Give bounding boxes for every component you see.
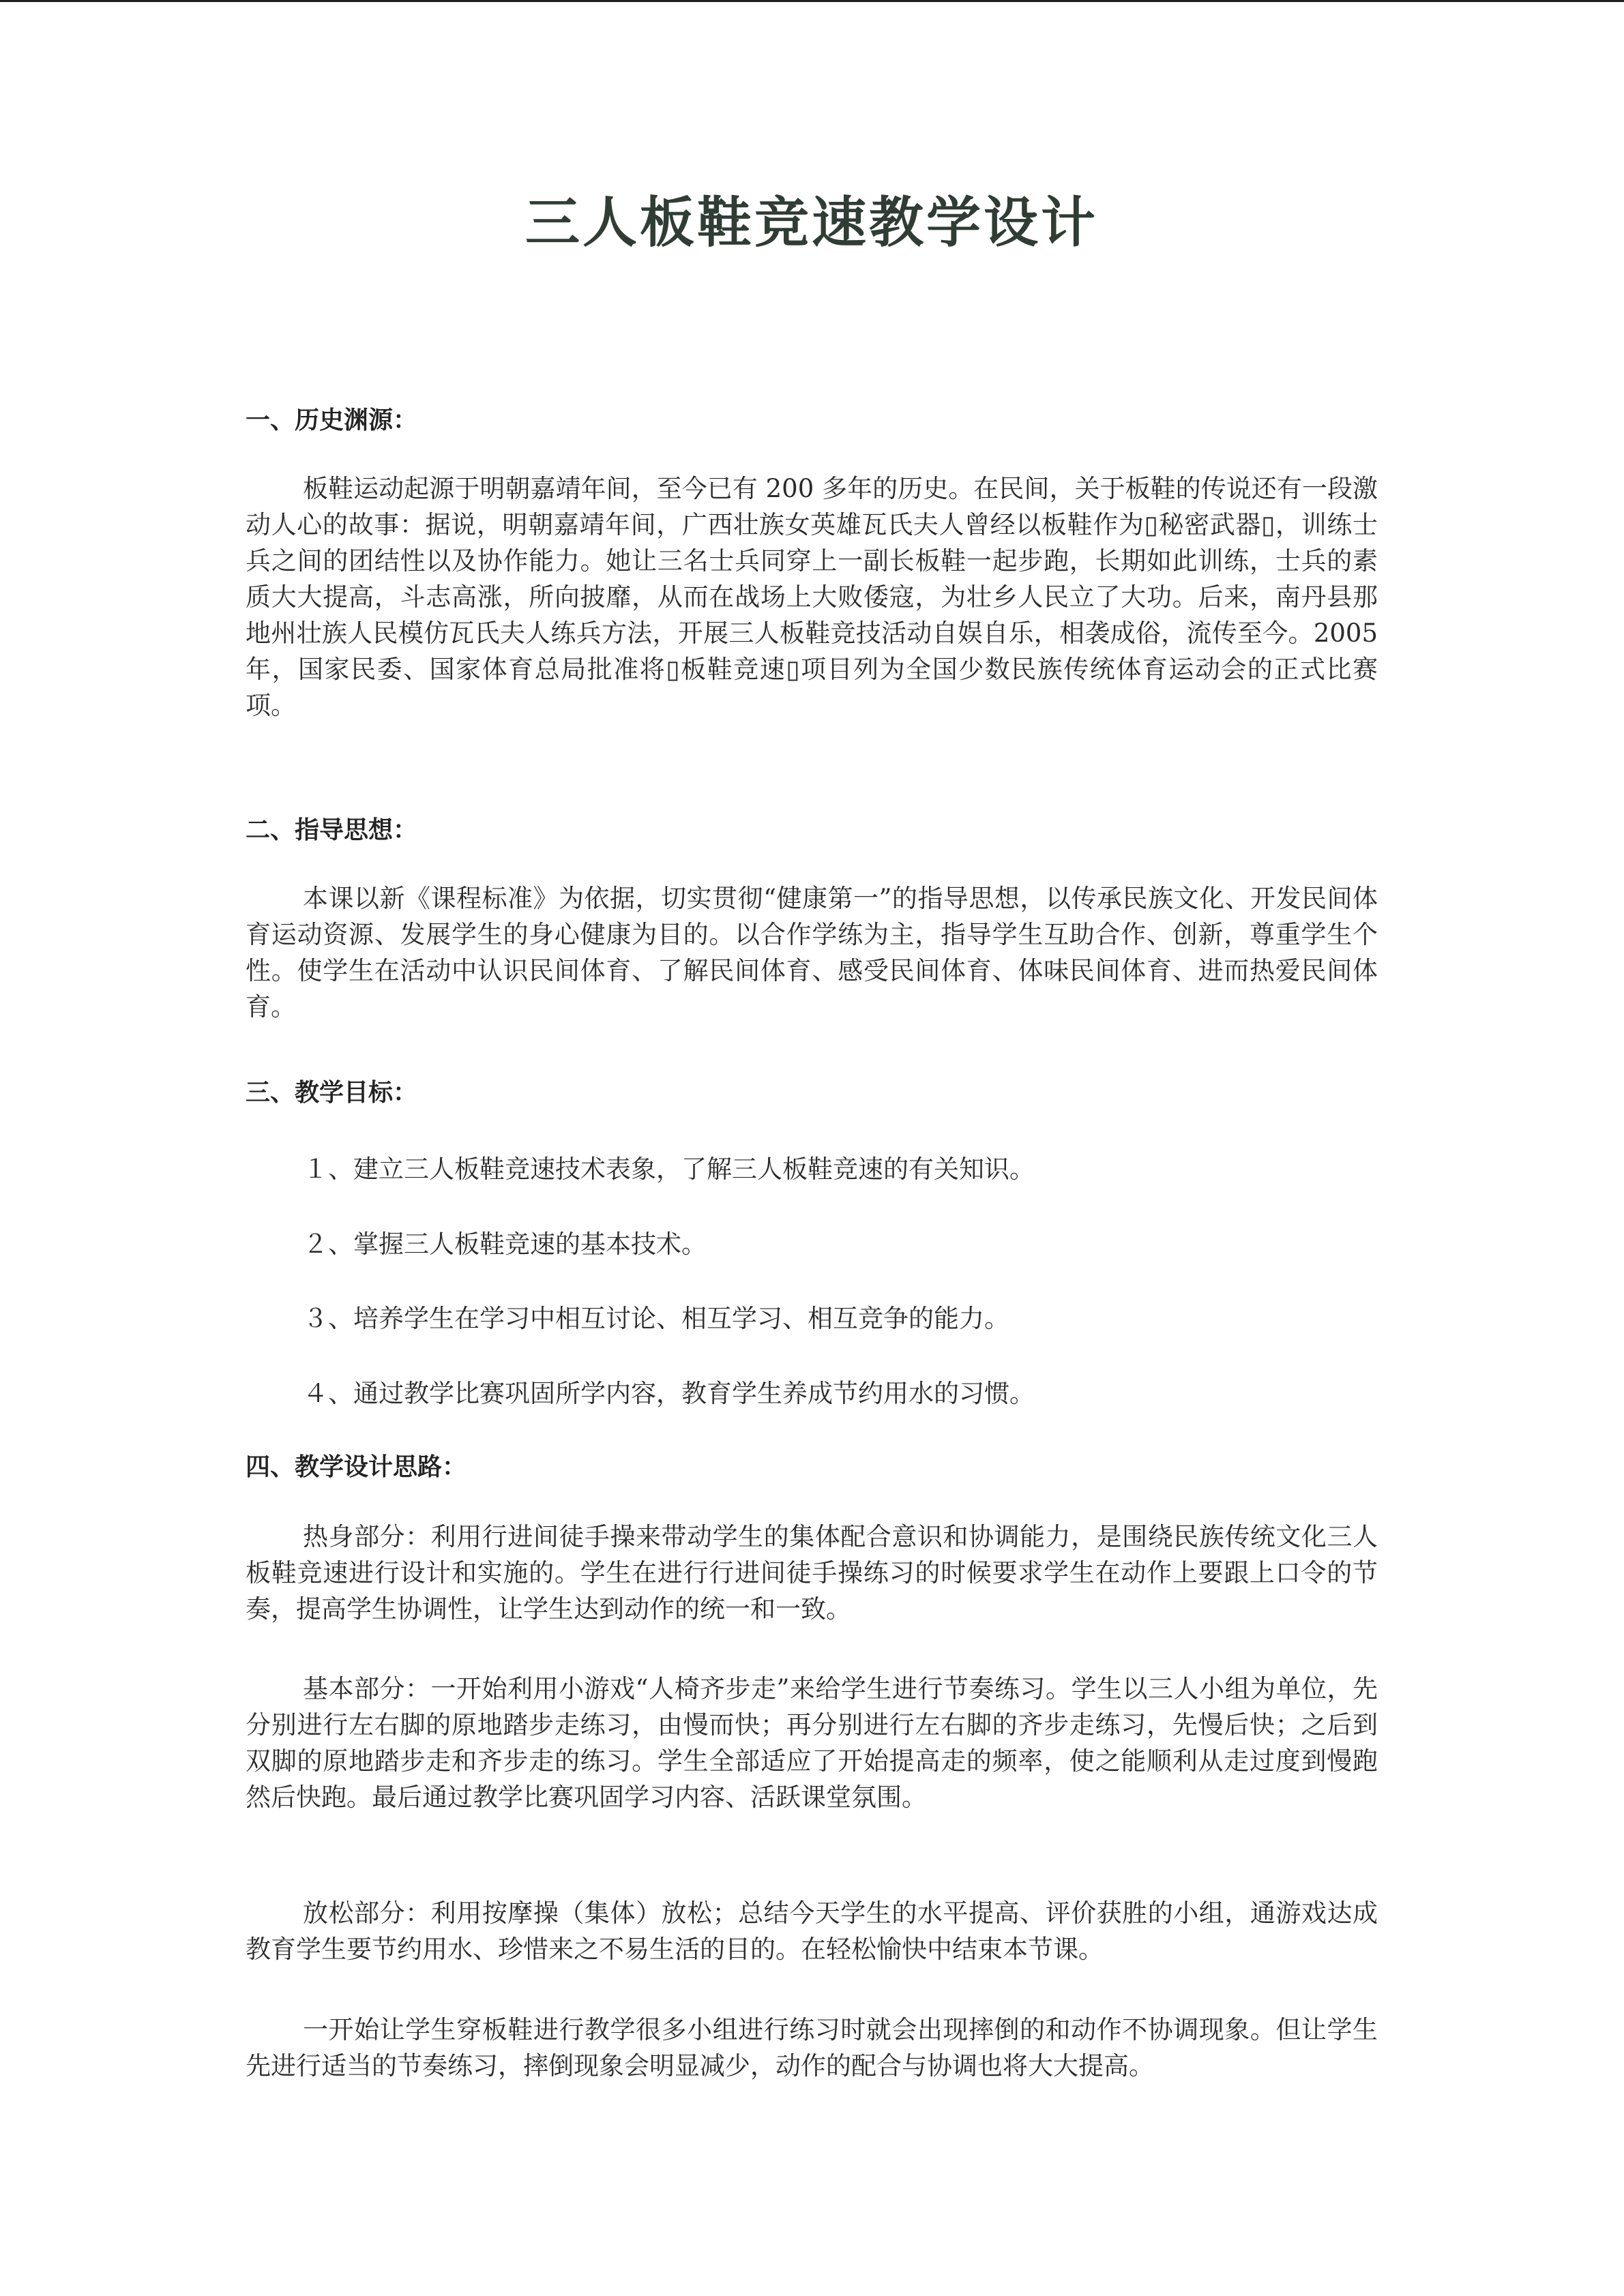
teaching-goal-item: ４、通过教学比赛巩固所学内容，教育学生养成节约用水的习惯。 bbox=[303, 1379, 1035, 1408]
closing-paragraph: 一开始让学生穿板鞋进行教学很多小组进行练习时就会出现摔倒的和动作不协调现象。但让学生先进行适当的节奏练习，摔倒现象会明显减少，动作的配合与协调也将大大提高。 bbox=[246, 2015, 1378, 2081]
warmup-paragraph: 热身部分：利用行进间徒手操来带动学生的集体配合意识和协调能力，是围绕民族传统文化三人板鞋竞速进行设计和实施的。学生在进行行进间徒手操练习的时候要求学生在动作上要跟上口令的节奏，提高学生协调性，让学生达到动作的统一和一致。 bbox=[246, 1522, 1378, 1624]
top-border-line bbox=[0, 0, 1624, 2]
basic-part-paragraph: 基本部分：一开始利用小游戏“人椅齐步走”来给学生进行节奏练习。学生以三人小组为单位，先分别进行左右脚的原地踏步走练习，由慢而快；再分别进行左右脚的齐步走练习，先慢后快；之后到双脚的原地踏步走和齐步走的练习。学生全部适应了开始提高走的频率，使之能顺利从走过度到慢跑然后快跑。最后通过教学比赛巩固学习内容、活跃课堂氛围。 bbox=[246, 1674, 1378, 1812]
teaching-goal-item: ２、掌握三人板鞋竞速的基本技术。 bbox=[303, 1229, 707, 1259]
document-title: 三人板鞋竞速教学设计 bbox=[525, 190, 1098, 254]
section-heading-design-approach: 四、教学设计思路： bbox=[246, 1452, 467, 1481]
section-heading-history: 一、历史渊源： bbox=[246, 406, 418, 434]
relaxation-paragraph: 放松部分：利用按摩操（集体）放松；总结今天学生的水平提高、评价获胜的小组，通游戏达成教育学生要节约用水、珍惜来之不易生活的目的。在轻松愉快中结束本节课。 bbox=[246, 1898, 1378, 1964]
teaching-goal-item: １、建立三人板鞋竞速技术表象，了解三人板鞋竞速的有关知识。 bbox=[303, 1154, 1035, 1184]
section-heading-guiding-ideology: 二、指导思想： bbox=[246, 816, 418, 844]
history-paragraph: 板鞋运动起源于明朝嘉靖年间，至今已有 200 多年的历史。在民间，关于板鞋的传说还有一段激动人心的故事：据说，明朝嘉靖年间，广西壮族女英雄瓦氏夫人曾经以板鞋作为▯秘密武器▯，训练士兵之间的团结性以及协作能力。她让三名士兵同穿上一副长板鞋一起步跑，长期如此训练，士兵的素质大大提高，斗志高涨，所向披靡，从而在战场上大败倭寇，为壮乡人民立了大功。后来，南丹县那地州壮族人民模仿瓦氏夫人练兵方法，开展三人板鞋竞技活动自娱自乐，相袭成俗，流传至今。2005 年，国家民委、国家体育总局批准将▯板鞋竞速▯项目列为全国少数民族传统体育运动会的正式比赛项。 bbox=[246, 474, 1378, 720]
teaching-goal-item: ３、培养学生在学习中相互讨论、相互学习、相互竞争的能力。 bbox=[303, 1304, 1009, 1333]
guiding-ideology-paragraph: 本课以新《课程标准》为依据，切实贯彻“健康第一”的指导思想，以传承民族文化、开发民间体育运动资源、发展学生的身心健康为目的。以合作学练为主，指导学生互助合作、创新，尊重学生个性。使学生在活动中认识民间体育、了解民间体育、感受民间体育、体味民间体育、进而热爱民间体育。 bbox=[246, 884, 1378, 1022]
section-heading-teaching-goals: 三、教学目标： bbox=[246, 1078, 418, 1107]
